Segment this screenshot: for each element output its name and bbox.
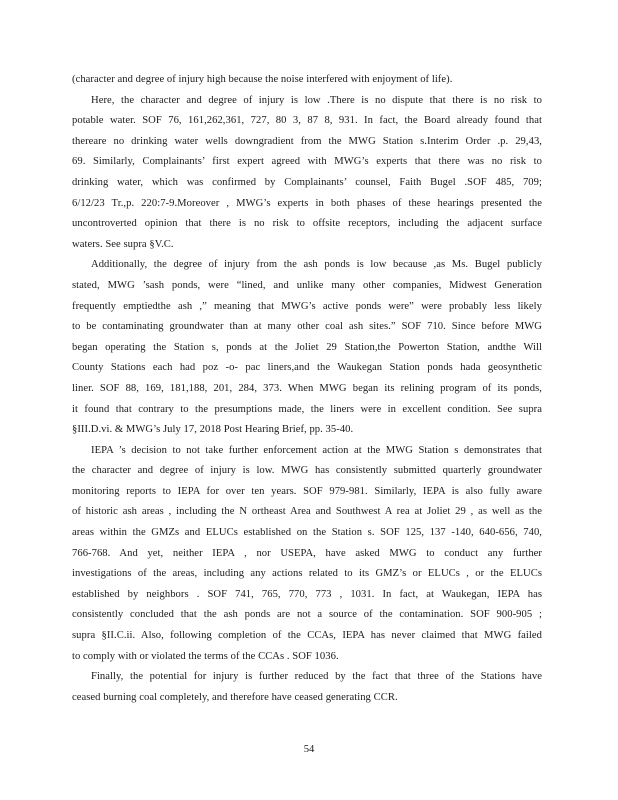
text-line: liner. SOF 88, 169, 181,188, 201, 284, 373. When MWG began its relining program of its ponds, [72,382,542,394]
text-line: Here, the character and degree of injury is low .There is no dispute that there is no risk to [91,94,542,106]
text-line: Finally, the potential for injury is further reduced by the fact that three of the Stations have [91,671,542,683]
text-line: 6/12/23 Tr.,p. 220:7-9.Moreover , MWG’s experts in both phases of these hearings presented the [72,197,542,209]
text-line: ceased burning coal completely, and therefore have ceased generating CCR. [72,691,398,703]
text-line: IEPA ’s decision to not take further enforcement action at the MWG Station s demonstrates that [91,444,542,456]
text-line: areas within the GMZs and ELUCs established on the Station s. SOF 125, 137 -140, 640-656, 740, [72,527,542,539]
body-text [72,70,542,708]
text-line: it found that contrary to the presumptions made, the liners were in excellent condition. See supra [72,403,542,415]
text-line: frequently emptiedthe ash ,” meaning that MWG’s active ponds were” were probably less likely [72,300,542,312]
text-line: waters. See supra §V.C. [72,238,174,250]
text-line: §III.D.vi. & MWG’s July 17, 2018 Post Hearing Brief, pp. 35-40. [72,424,354,436]
text-line: stated, MWG ’sash ponds, were “lined, and unlike many other companies, Midwest Generation [72,279,542,291]
text-line: Additionally, the degree of injury from the ash ponds is low because ,as Ms. Bugel publicly [91,259,542,271]
text-line: to be contaminating groundwater than at many other coal ash sites.” SOF 710. Since before MWG [72,321,542,333]
text-line: drinking water, which was confirmed by Complainants’ counsel, Faith Bugel .SOF 485, 709; [72,176,542,188]
text-line: to comply with or violated the terms of the CCAs . SOF 1036. [72,650,339,662]
text-line: County Stations each had poz -o- pac liners,and the Waukegan Station ponds hada geosynthetic [72,362,542,374]
text-line: the character and degree of injury is low. MWG has consistently submitted quarterly groundwater [72,465,542,477]
text-line: established by neighbors . SOF 741, 765, 770, 773 , 1031. In fact, at Waukegan, IEPA has [72,588,542,600]
text-line: 766-768. And yet, neither IEPA , nor USEPA, have asked MWG to conduct any further [72,547,542,559]
text-line: monitoring reports to IEPA for over ten years. SOF 979-981. Similarly, IEPA is also fully aware [72,485,542,497]
text-line: began operating the Station s, ponds at the Joliet 29 Station,the Powerton Station, andthe Will [72,341,542,353]
text-line: thereare no drinking water wells downgradient from the MWG Station s.Interim Order .p. 29,43, [72,135,542,147]
text-line: of historic ash areas , including the N ortheast Area and Southwest A rea at Joliet 29 , as well as the [72,506,542,518]
text-line: uncontroverted opinion that there is no risk to offsite receptors, including the adjacent surface [72,218,542,230]
page-number: 54 [303,744,315,755]
text-line: (character and degree of injury high because the noise interfered with enjoyment of life). [72,74,453,85]
text-line: supra §II.C.ii. Also, following completion of the CCAs, IEPA has never claimed that MWG failed [72,630,542,642]
text-line: 69. Similarly, Complainants’ first expert agreed with MWG’s experts that there was no risk to [72,156,542,168]
text-line: potable water. SOF 76, 161,262,361, 727, 80 3, 87 8, 931. In fact, the Board already found that [72,115,542,127]
text-line: consistently concluded that the ash ponds are not a source of the contamination. SOF 900-905 ; [72,609,542,621]
text-line: investigations of the areas, including any actions related to its GMZ’s or ELUCs , or the ELUCs [72,568,542,580]
